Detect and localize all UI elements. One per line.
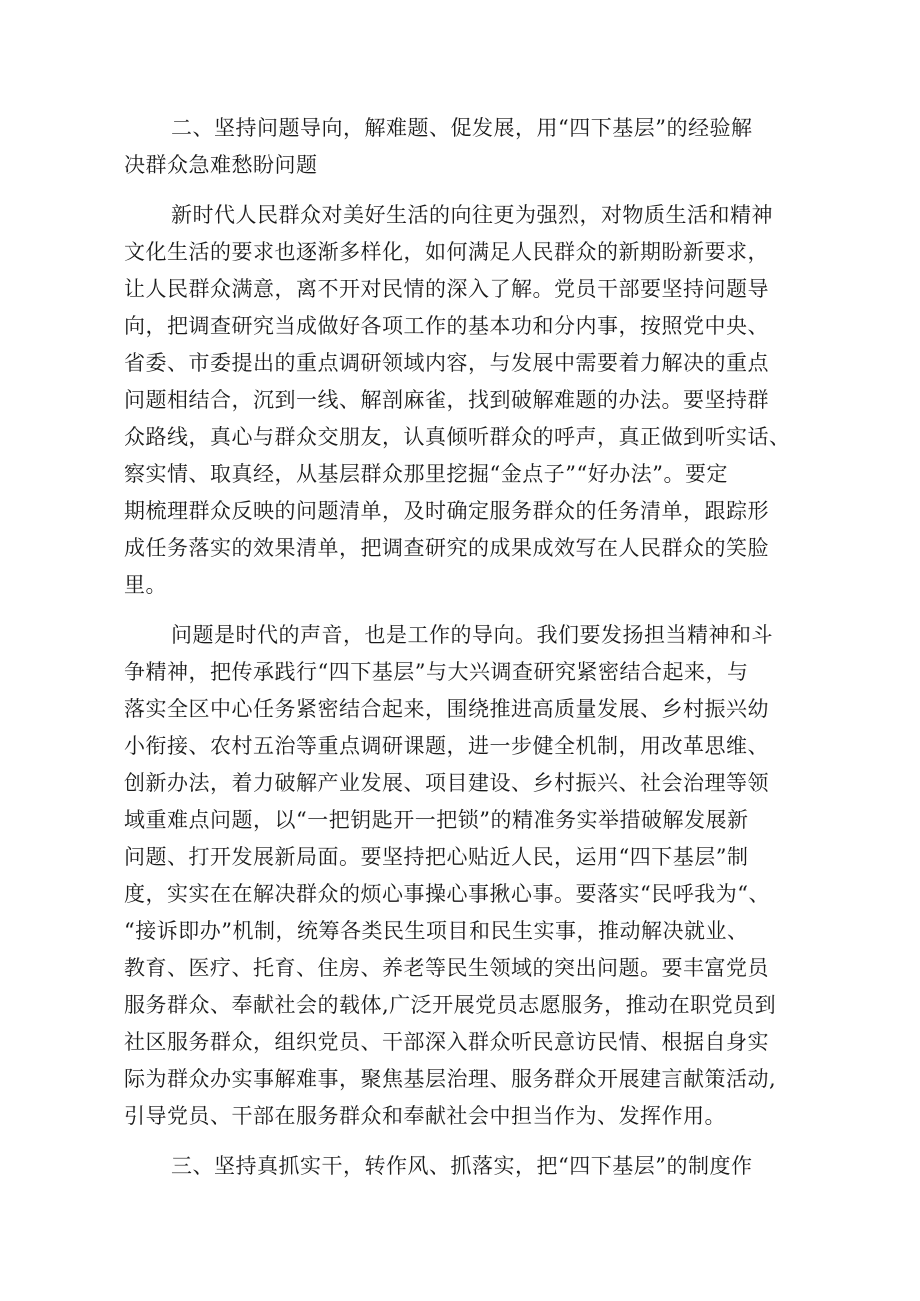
paragraph-line: “接诉即办”机制，统筹各类民生项目和民生实事，推动解决就业、 [124, 919, 749, 943]
paragraph-line: 察实情、取真经，从基层群众那里挖掘“金点子”“好办法”。要定 [124, 462, 728, 486]
paragraph-line: 社区服务群众，组织党员、干部深入群众听民意访民情、根据自身实 [124, 1030, 769, 1054]
paragraph-line: 新时代人民群众对美好生活的向往更为强烈，对物质生活和精神 [171, 203, 773, 227]
heading-line: 二、坚持问题导向，解难题、促发展，用“四下基层”的经验解 [171, 116, 753, 140]
paragraph-line: 问题是时代的声音，也是工作的导向。我们要发扬担当精神和斗 [171, 623, 773, 647]
paragraph-line: 落实全区中心任务紧密结合起来，围绕推进高质量发展、乡村振兴幼 [124, 697, 769, 721]
paragraph-line: 域重难点问题，以“一把钥匙开一把锁”的精准务实举措破解发展新 [124, 808, 749, 832]
paragraph-line: 引导党员、干部在服务群众和奉献社会中担当作为、发挥作用。 [124, 1104, 726, 1128]
heading-line: 三、坚持真抓实干，转作风、抓落实，把“四下基层”的制度作 [171, 1154, 753, 1178]
paragraph-line: 争精神，把传承践行“四下基层”与大兴调查研究紧密结合起来，与 [124, 660, 749, 684]
section-heading-3 [124, 1148, 796, 1185]
paragraph-line: 际为群众办实事解难事，聚焦基层治理、服务群众开展建言献策活动, [124, 1067, 777, 1091]
paragraph-line: 小衔接、农村五治等重点调研课题，进一步健全机制，用改革思维、 [124, 734, 769, 758]
paragraph-line: 问题、打开发展新局面。要坚持把心贴近人民，运用“四下基层”制 [124, 845, 749, 869]
paragraph-line: 省委、市委提出的重点调研领域内容，与发展中需要着力解决的重点 [124, 351, 769, 375]
paragraph-line: 服务群众、奉献社会的载体,广泛开展党员志愿服务，推动在职党员到 [124, 993, 777, 1017]
document-body [124, 110, 796, 1185]
paragraph-line: 成任务落实的效果清单，把调查研究的成果成效写在人民群众的笑脸 [124, 536, 769, 560]
paragraph-line: 问题相结合，沉到一线、解剖麻雀，找到破解难题的办法。要坚持群 [124, 388, 769, 412]
paragraph [124, 617, 796, 1135]
section-heading-2 [124, 110, 796, 184]
paragraph-line: 度，实实在在解决群众的烦心事操心事揪心事。要落实“民呼我为“、 [124, 882, 770, 906]
heading-line: 决群众急难愁盼问题 [124, 153, 318, 177]
paragraph-line: 里。 [124, 573, 167, 597]
paragraph-line: 让人民群众满意，离不开对民情的深入了解。党员干部要坚持问题导 [124, 277, 769, 301]
paragraph-line: 向，把调查研究当成做好各项工作的基本功和分内事，按照党中央、 [124, 314, 769, 338]
paragraph-line: 文化生活的要求也逐渐多样化，如何满足人民群众的新期盼新要求， [124, 240, 769, 264]
paragraph-line: 众路线，真心与群众交朋友，认真倾听群众的呼声，真正做到听实话、 [124, 425, 791, 449]
paragraph [124, 197, 796, 604]
paragraph-line: 期梳理群众反映的问题清单，及时确定服务群众的任务清单，跟踪形 [124, 499, 769, 523]
paragraph-line: 教育、医疗、托育、住房、养老等民生领域的突出问题。要丰富党员 [124, 956, 769, 980]
paragraph-line: 创新办法，着力破解产业发展、项目建设、乡村振兴、社会治理等领 [124, 771, 769, 795]
